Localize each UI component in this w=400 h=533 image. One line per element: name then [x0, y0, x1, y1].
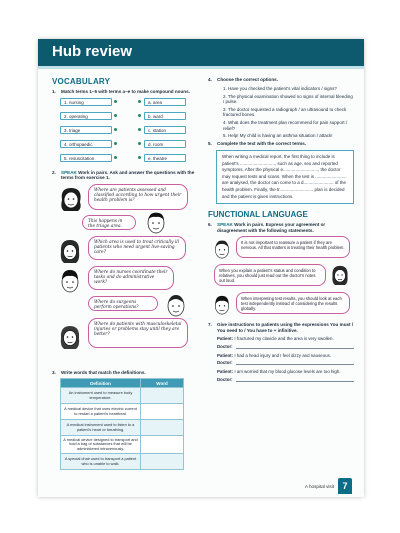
- speech-bubble-1: Where are patients assessed and classified according to how urgent their health problem is?: [88, 184, 188, 210]
- right-term-c[interactable]: c. station: [144, 126, 186, 134]
- man-face-icon: [164, 292, 188, 318]
- exercise-5-number: 5.: [208, 141, 212, 147]
- match-dot[interactable]: [114, 100, 117, 103]
- doctor-label: Doctor:: [217, 376, 233, 382]
- exercise-6-instruction: Work in pairs. Express your agreement or disagreement with the following statements.: [217, 222, 326, 233]
- man-face-icon: [212, 294, 232, 316]
- definition-cell: A medical device designed to transport and hold a bag of substances that will be administered intravenously.: [61, 436, 141, 454]
- word-answer-cell[interactable]: [141, 404, 184, 420]
- exercise-1-number: 1.: [52, 89, 56, 94]
- patient-line: [217, 353, 354, 358]
- doctor-answer-line[interactable]: [217, 344, 354, 349]
- gap-fill-text[interactable]: When writing a medical report, the first thing to include is patient's ............................, such as age, sex and reported symptoms. After the physical e............................, the doctor may request tests and scans. When the test is ......................... are analysed, the doctor can come to a d........................ of the health problem. Finally, the tr........................... plan is decided and the patient is given instructions.: [216, 150, 354, 204]
- speech-bubble-2: This happens in the triage area.: [82, 215, 136, 230]
- match-dot[interactable]: [138, 156, 141, 159]
- choose-options-list: [208, 86, 354, 139]
- choose-item[interactable]: 1. Have you checked the patient's vital indicators / signs?: [223, 85, 337, 91]
- header-band: [38, 39, 364, 66]
- right-term-d[interactable]: d. room: [144, 140, 186, 148]
- doctor-label: Doctor:: [217, 343, 233, 349]
- match-dot[interactable]: [138, 142, 141, 145]
- unit-footer: A hospital visit: [304, 484, 334, 489]
- matching-area: [52, 98, 198, 170]
- left-term-4[interactable]: 4. orthopaedic: [60, 140, 112, 148]
- speech-bubble-3: Which area is used to treat critically ill patients who need urgent live-saving care?: [88, 236, 186, 260]
- exercise-7: [208, 322, 354, 333]
- match-dot[interactable]: [114, 114, 117, 117]
- exercise-1: [52, 89, 198, 95]
- right-term-b[interactable]: b. ward: [144, 112, 186, 120]
- left-term-5[interactable]: 5. resuscitation: [60, 154, 112, 162]
- statements-area: [208, 236, 354, 322]
- exercise-2-instruction: Work in pairs. Ask and answer the questions with the terms from exercise 1.: [61, 169, 195, 181]
- speech-bubble-6: Where do patients with musculoskeletal injuries or problems stay until they are better?: [88, 318, 188, 348]
- match-dot[interactable]: [138, 128, 141, 131]
- doctor-answer-line[interactable]: [217, 360, 354, 365]
- word-answer-cell[interactable]: [141, 388, 184, 404]
- table-row: [61, 388, 184, 404]
- speech-bubble-4: Where do nurses coordinate their tasks and do administrative work?: [88, 266, 174, 290]
- table-header-word: Word: [141, 379, 184, 388]
- woman-face-icon: [58, 324, 82, 350]
- left-term-3[interactable]: 3. triage: [60, 126, 112, 134]
- page-title: Hub review: [52, 43, 133, 60]
- definition-cell: A medical instrument used to listen to a patient's heart or breathing.: [61, 420, 141, 436]
- left-term-2[interactable]: 2. operating: [60, 112, 112, 120]
- match-dot[interactable]: [114, 128, 117, 131]
- exercise-3-instruction: Write words that match the definitions.: [61, 369, 146, 375]
- choose-item[interactable]: 2. The physical examination showed no signs of internal bleeding / pulse.: [223, 93, 353, 104]
- exercise-2: [52, 170, 198, 181]
- woman-face-icon: [58, 186, 84, 212]
- patient-label: Patient:: [217, 369, 234, 375]
- exercise-2-number: 2.: [52, 169, 56, 175]
- patient-text: I had a head injury and I feel dizzy and nauseous.: [234, 352, 332, 358]
- match-dot[interactable]: [138, 114, 141, 117]
- woman-face-icon: [58, 238, 82, 264]
- definitions-table: [60, 378, 184, 470]
- vocabulary-heading: VOCABULARY: [52, 77, 111, 86]
- table-row: [61, 404, 184, 420]
- table-header-definition: Definition: [61, 379, 141, 388]
- patient-line: [217, 369, 354, 374]
- patient-label: Patient:: [217, 352, 234, 358]
- word-answer-cell[interactable]: [141, 436, 184, 454]
- doctor-answer-line[interactable]: [217, 377, 354, 382]
- definition-cell: A special chair used to transport a patient who is unable to walk.: [61, 454, 141, 470]
- definition-cell: An instrument used to measure body temperature.: [61, 388, 141, 404]
- functional-language-heading: FUNCTIONAL LANGUAGE: [208, 210, 308, 220]
- word-answer-cell[interactable]: [141, 454, 184, 470]
- statement-bubble-2: When you explain a patient's status and condition to relatives, you should just read out the doctor's notes out loud.: [214, 264, 326, 286]
- match-dot[interactable]: [114, 156, 117, 159]
- left-column: [52, 73, 198, 470]
- match-dot[interactable]: [114, 142, 117, 145]
- word-answer-cell[interactable]: [141, 420, 184, 436]
- exercise-5-instruction: Complete the text with the correct terms.: [217, 141, 307, 147]
- answer-rule[interactable]: [236, 344, 354, 349]
- choose-item[interactable]: 5. Help! My child is having an asthma situation / attack!: [223, 133, 333, 139]
- doctor-label: Doctor:: [217, 360, 233, 366]
- exercise-3: [52, 370, 198, 376]
- patient-text: I fractured my clavicle and the area is very swollen.: [234, 336, 334, 342]
- choose-item[interactable]: 3. The doctor requested a radiograph / an ultrasound to check fractured bones.: [223, 106, 347, 118]
- speak-label: SPEAK: [61, 169, 77, 175]
- answer-rule[interactable]: [236, 360, 354, 365]
- right-term-e[interactable]: e. theatre: [144, 154, 186, 162]
- exercise-6: [208, 222, 354, 233]
- definition-cell: A medical device that uses electric current to restart a patient's heartbeat.: [61, 404, 141, 420]
- exercise-4-number: 4.: [208, 77, 212, 82]
- statement-bubble-3: When interpreting test results, you should look at each test independently instead of considering the results globally.: [236, 292, 350, 314]
- exercise-7-instruction: Give instructions to patients using the expressions You must / You need to / You have to + infinitive.: [217, 322, 354, 333]
- exercise-4-instruction: Choose the correct options.: [217, 77, 279, 82]
- left-term-1[interactable]: 1. nursing: [60, 98, 112, 106]
- exercise-3-number: 3.: [52, 369, 56, 375]
- speech-area: [52, 184, 198, 370]
- page-number: 7: [338, 478, 352, 494]
- right-term-a[interactable]: a. area: [144, 98, 186, 106]
- match-dot[interactable]: [138, 100, 141, 103]
- exercise-5: [208, 141, 354, 147]
- header-stripe: [38, 66, 364, 69]
- textbook-page: [38, 39, 364, 497]
- table-row: [61, 454, 184, 470]
- exercise-7-number: 7.: [208, 322, 212, 328]
- man-face-icon: [212, 238, 232, 260]
- speak-label: SPEAK: [217, 222, 233, 228]
- exercise-6-number: 6.: [208, 222, 212, 228]
- table-row: [61, 420, 184, 436]
- man-face-icon: [58, 268, 82, 294]
- right-column: [208, 73, 354, 386]
- exercise-1-instruction: Match terms 1–5 with terms a–e to make compound nouns.: [61, 89, 190, 94]
- choose-item[interactable]: 4. What does the treatment plan recommend for pain support / relief?: [223, 120, 348, 131]
- patient-text: I am worried that my blood glucose levels are too high.: [234, 369, 341, 375]
- statement-bubble-1: It is not important to reassure a patient if they are nervous. All that matters is treating their health problem.: [236, 236, 350, 258]
- patient-line: [217, 336, 354, 341]
- answer-rule[interactable]: [236, 377, 354, 382]
- dialogues: [208, 336, 354, 381]
- speech-bubble-5: Where do surgeons perform operations?: [88, 296, 158, 311]
- patient-label: Patient:: [217, 336, 234, 342]
- woman-face-icon: [330, 264, 350, 286]
- man-face-icon: [144, 210, 168, 236]
- exercise-4: [208, 77, 354, 83]
- table-row: [61, 436, 184, 454]
